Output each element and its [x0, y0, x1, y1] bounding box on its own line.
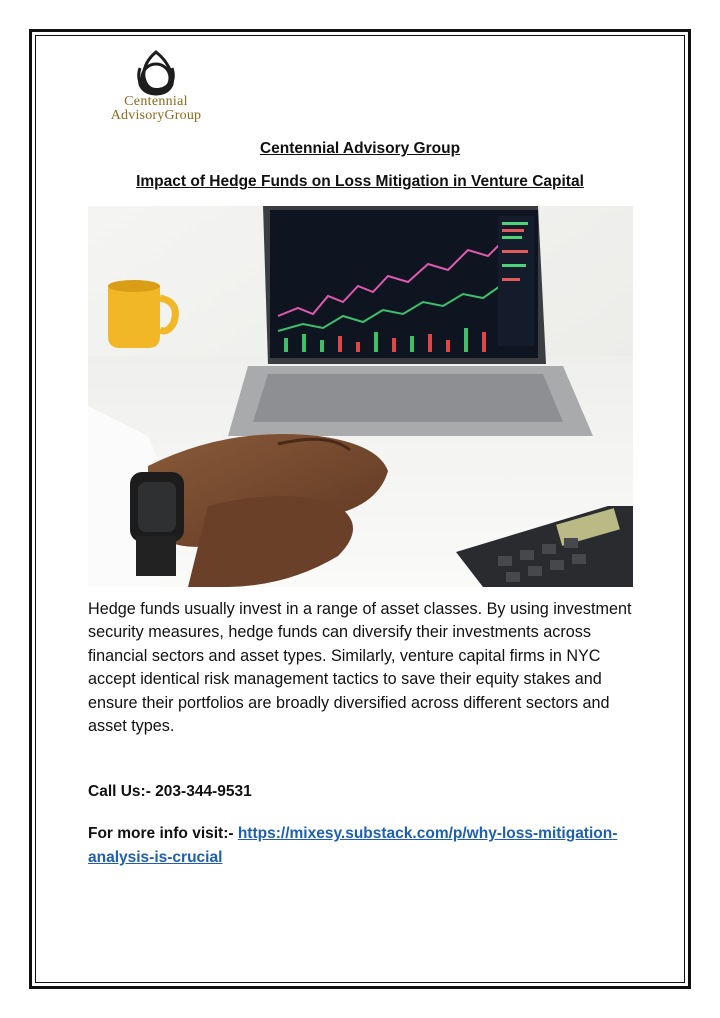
logo-line-1: Centennial [124, 94, 188, 109]
laptop-with-stock-charts-icon [88, 206, 633, 587]
call-us-line: Call Us:- 203-344-9531 [88, 783, 252, 800]
more-info-link[interactable]: https://mixesy.substack.com/p/why-loss-mitigation-analysis-is-crucial [88, 825, 618, 866]
company-title: Centennial Advisory Group [259, 140, 461, 157]
more-info-line [88, 822, 648, 870]
trinity-knot-icon [100, 50, 212, 96]
more-info-label: For more info visit:- [88, 825, 238, 842]
article-title: Impact of Hedge Funds on Loss Mitigation in Venture Capital [136, 173, 584, 190]
logo-line-2: AdvisoryGroup [110, 108, 202, 123]
company-logo [100, 50, 212, 126]
body-paragraph: Hedge funds usually invest in a range of asset classes. By using investment security measures, hedge funds can diversify their investments across financial sectors and asset types. Similarly, venture capital firms in NYC accept identical risk management tactics to save their equity stakes and ensure their portfolios are broadly diversified across different sectors and asset types. [88, 600, 632, 736]
hero-photo [88, 206, 633, 587]
